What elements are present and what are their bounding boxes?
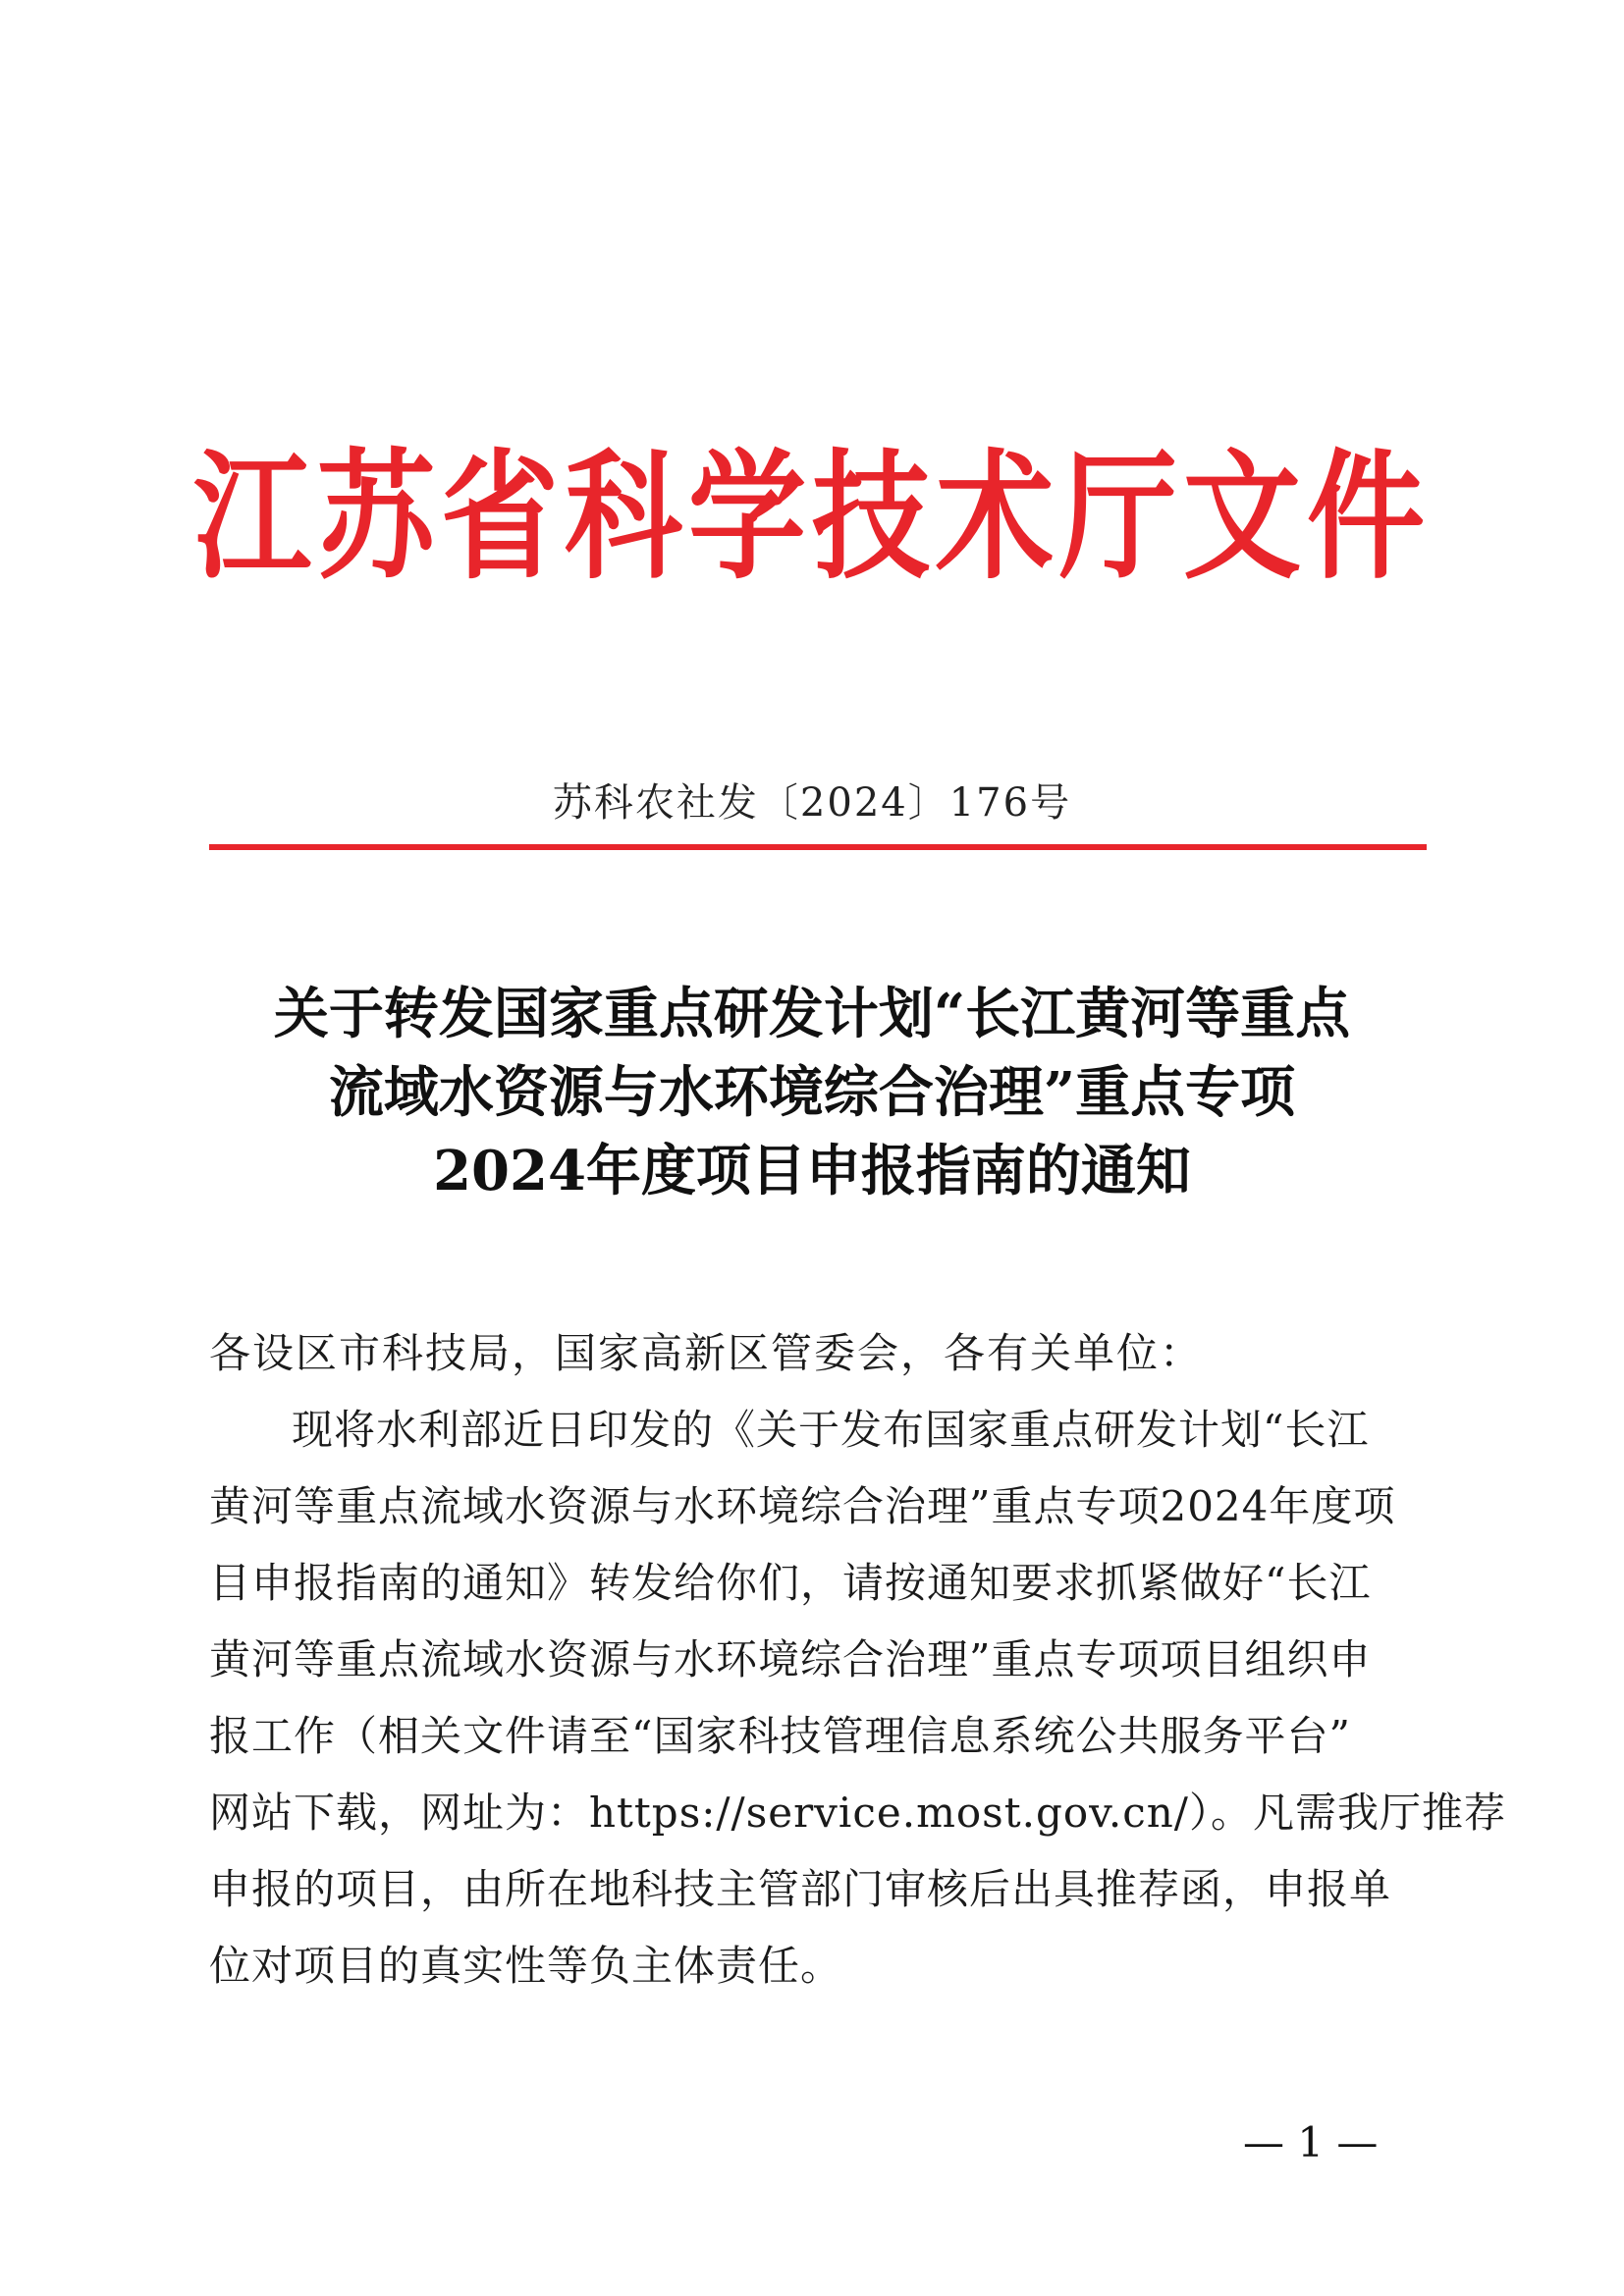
paragraph-line: 现将水利部近日印发的《关于发布国家重点研发计划“长江: [292, 1406, 1370, 1454]
paragraph-line: 位对项目的真实性等负主体责任。: [209, 1942, 843, 1990]
paragraph-line: 报工作（相关文件请至“国家科技管理信息系统公共服务平台”: [209, 1712, 1351, 1760]
title-line-1: 关于转发国家重点研发计划“长江黄河等重点: [273, 982, 1351, 1046]
paragraph-line-with-url: 网站下载，网址为：https://service.most.gov.cn/）。凡需我厅推荐: [209, 1789, 1506, 1837]
red-divider-rule: [209, 844, 1427, 850]
notice-body: [209, 1315, 1506, 2004]
paragraph-line: 申报的项目，由所在地科技主管部门审核后出具推荐函，申报单: [209, 1865, 1392, 1913]
salutation: 各设区市科技局，国家高新区管委会，各有关单位：: [209, 1329, 1204, 1377]
paragraph-line: 目申报指南的通知》转发给你们，请按通知要求抓紧做好“长江: [209, 1559, 1372, 1607]
paragraph-line: 黄河等重点流域水资源与水环境综合治理”重点专项2024年度项: [209, 1482, 1396, 1530]
title-line-2: 流域水资源与水环境综合治理”重点专项: [328, 1060, 1296, 1125]
page-number: — 1 —: [1243, 2118, 1379, 2166]
masthead-title: 江苏省科学技术厅文件: [193, 437, 1431, 599]
notice-title: [196, 975, 1428, 1210]
body-paragraph: [209, 1392, 1506, 2004]
paragraph-line: 黄河等重点流域水资源与水环境综合治理”重点专项项目组织申: [209, 1635, 1372, 1683]
title-line-3: 2024年度项目申报指南的通知: [433, 1139, 1191, 1203]
document-number: 苏科农社发〔2024〕176号: [552, 780, 1072, 826]
